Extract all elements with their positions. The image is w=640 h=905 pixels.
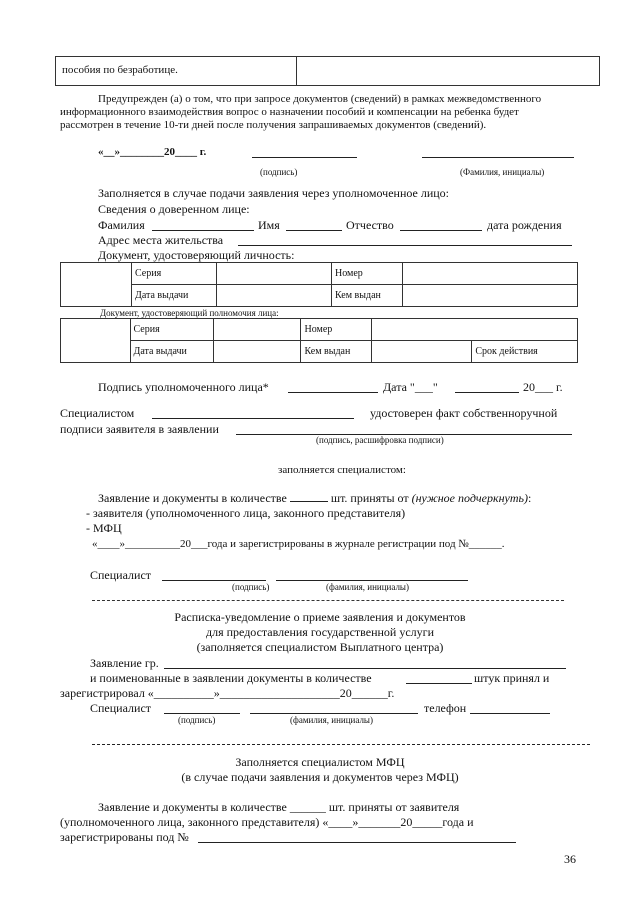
- id-issued-by-value[interactable]: [403, 285, 578, 307]
- acceptance-line-1: [98, 491, 531, 506]
- acceptance-text-a: Заявление и документы в количестве: [98, 491, 287, 505]
- cut-line-2: [92, 744, 590, 745]
- patronymic-field[interactable]: [400, 230, 482, 231]
- receipt-spec-label: Специалист: [90, 701, 152, 715]
- cut-line-1: [92, 600, 564, 601]
- identity-table: [60, 262, 578, 307]
- proxy-sign-date: Дата "___": [383, 380, 438, 394]
- name-caption: (Фамилия, инициалы): [460, 167, 545, 177]
- receipt-line-2b: штук принял и: [474, 671, 550, 685]
- auth-issue-date-value[interactable]: [214, 341, 301, 363]
- mfc-registration-field[interactable]: [198, 842, 516, 843]
- auth-series-label: Серия: [130, 319, 214, 341]
- acceptance-registration: «____»__________20___года и зарегистрированы в журнале регистрации под №______.: [92, 538, 505, 550]
- warning-line-2: информационного взаимодействия вопрос о назначении пособий и компенсации на ребенка будет: [60, 106, 519, 118]
- authority-table: [60, 318, 578, 363]
- id-issued-by-label: Кем выдан: [332, 285, 403, 307]
- receipt-spec-sign-field[interactable]: [164, 713, 240, 714]
- receipt-applicant-field[interactable]: [164, 668, 566, 669]
- cert-specialist-label: Специалистом: [60, 406, 135, 420]
- id-series-label: Серия: [132, 263, 217, 285]
- warning-line-1: Предупрежден (а) о том, что при запросе документов (сведений) в рамках межведомственного: [98, 93, 542, 105]
- receipt-title-1: Расписка-уведомление о приеме заявления и документов: [174, 610, 466, 624]
- auth-series-value[interactable]: [214, 319, 301, 341]
- auth-issued-by-value[interactable]: [371, 341, 472, 363]
- proxy-sign-label: Подпись уполномоченного лица*: [98, 380, 269, 394]
- auth-issued-by-label: Кем выдан: [301, 341, 371, 363]
- id-number-label: Номер: [332, 263, 403, 285]
- date-field: «__»________20____ г.: [98, 146, 207, 158]
- top-table-cell: пособия по безработице.: [62, 64, 178, 76]
- proxy-sign-field[interactable]: [288, 392, 378, 393]
- receipt-phone-field[interactable]: [470, 713, 550, 714]
- receipt-line-1: Заявление гр.: [90, 656, 159, 670]
- receipt-title-2: для предоставления государственной услуги: [205, 625, 435, 639]
- proxy-sign-month[interactable]: [455, 392, 519, 393]
- auth-number-label: Номер: [301, 319, 371, 341]
- top-table: [55, 56, 600, 86]
- proxy-info: Сведения о доверенном лице:: [98, 202, 250, 216]
- authority-doc-caption: Документ, удостоверяющий полномочия лица:: [100, 308, 279, 318]
- page-number: 36: [564, 852, 576, 866]
- receipt-title-3: (заполняется специалистом Выплатного центра): [196, 640, 444, 654]
- receipt-count-field[interactable]: [406, 683, 472, 684]
- acceptance-text-c: (нужное подчеркнуть): [411, 491, 528, 505]
- acceptance-count-field[interactable]: [290, 501, 328, 502]
- name-label: Имя: [258, 218, 280, 232]
- surname-field[interactable]: [152, 230, 254, 231]
- cert-line-2: подписи заявителя в заявлении: [60, 422, 219, 436]
- spec1-sign-field[interactable]: [162, 580, 266, 581]
- surname-label: Фамилия: [98, 218, 145, 232]
- cert-specialist-field[interactable]: [152, 418, 354, 419]
- patronymic-label: Отчество: [346, 218, 394, 232]
- filled-by-specialist: заполняется специалистом:: [278, 464, 406, 476]
- proxy-sign-year: 20___ г.: [523, 380, 563, 394]
- id-number-value[interactable]: [403, 263, 578, 285]
- mfc-title-2: (в случае подачи заявления и документов через МФЦ): [181, 770, 459, 784]
- receipt-name-caption: (фамилия, инициалы): [290, 715, 373, 725]
- auth-valid-label: Срок действия: [472, 341, 578, 363]
- address-field[interactable]: [238, 245, 572, 246]
- name-field[interactable]: [286, 230, 342, 231]
- receipt-phone-label: телефон: [424, 701, 467, 715]
- acceptance-item-applicant[interactable]: - заявителя (уполномоченного лица, законного представителя): [86, 506, 406, 520]
- cert-text: удостоверен факт собственноручной: [370, 406, 558, 420]
- auth-issue-date-label: Дата выдачи: [130, 341, 214, 363]
- name-line[interactable]: [422, 157, 574, 158]
- mfc-line-3: зарегистрированы под №: [60, 830, 189, 844]
- acceptance-item-mfc[interactable]: - МФЦ: [86, 521, 122, 535]
- id-issue-date-value[interactable]: [217, 285, 332, 307]
- receipt-spec-name-field[interactable]: [250, 713, 418, 714]
- receipt-sign-caption: (подпись): [178, 715, 216, 725]
- warning-line-3: рассмотрен в течение 10-ти дней после получения запрашиваемых документов (сведений).: [60, 119, 487, 131]
- proxy-heading: Заполняется в случае подачи заявления через уполномоченное лицо:: [98, 186, 450, 200]
- cert-caption: (подпись, расшифровка подписи): [316, 435, 444, 445]
- id-series-value[interactable]: [217, 263, 332, 285]
- acceptance-text-b: шт. приняты от: [330, 491, 409, 505]
- mfc-title-1: Заполняется специалистом МФЦ: [235, 755, 405, 769]
- birth-label: дата рождения: [487, 218, 562, 232]
- signature-caption: (подпись): [260, 167, 298, 177]
- spec1-name-field[interactable]: [276, 580, 468, 581]
- auth-number-value[interactable]: [371, 319, 577, 341]
- signature-line[interactable]: [252, 157, 357, 158]
- receipt-line-2a: и поименованные в заявлении документы в количестве: [90, 671, 372, 685]
- id-doc-label: Документ, удостоверяющий личность:: [98, 248, 295, 262]
- spec1-name-caption: (фамилия, инициалы): [326, 582, 409, 592]
- id-issue-date-label: Дата выдачи: [132, 285, 217, 307]
- spec1-sign-caption: (подпись): [232, 582, 270, 592]
- mfc-line-1: Заявление и документы в количестве ______ шт. приняты от заявителя: [98, 800, 460, 814]
- receipt-line-3: зарегистрировал «__________»____________________20______г.: [60, 686, 395, 700]
- spec1-label: Специалист: [90, 568, 152, 582]
- mfc-line-2: (уполномоченного лица, законного представителя) «____»_______20_____года и: [60, 815, 474, 829]
- address-label: Адрес места жительства: [98, 233, 224, 247]
- acceptance-text-d: :: [528, 491, 532, 505]
